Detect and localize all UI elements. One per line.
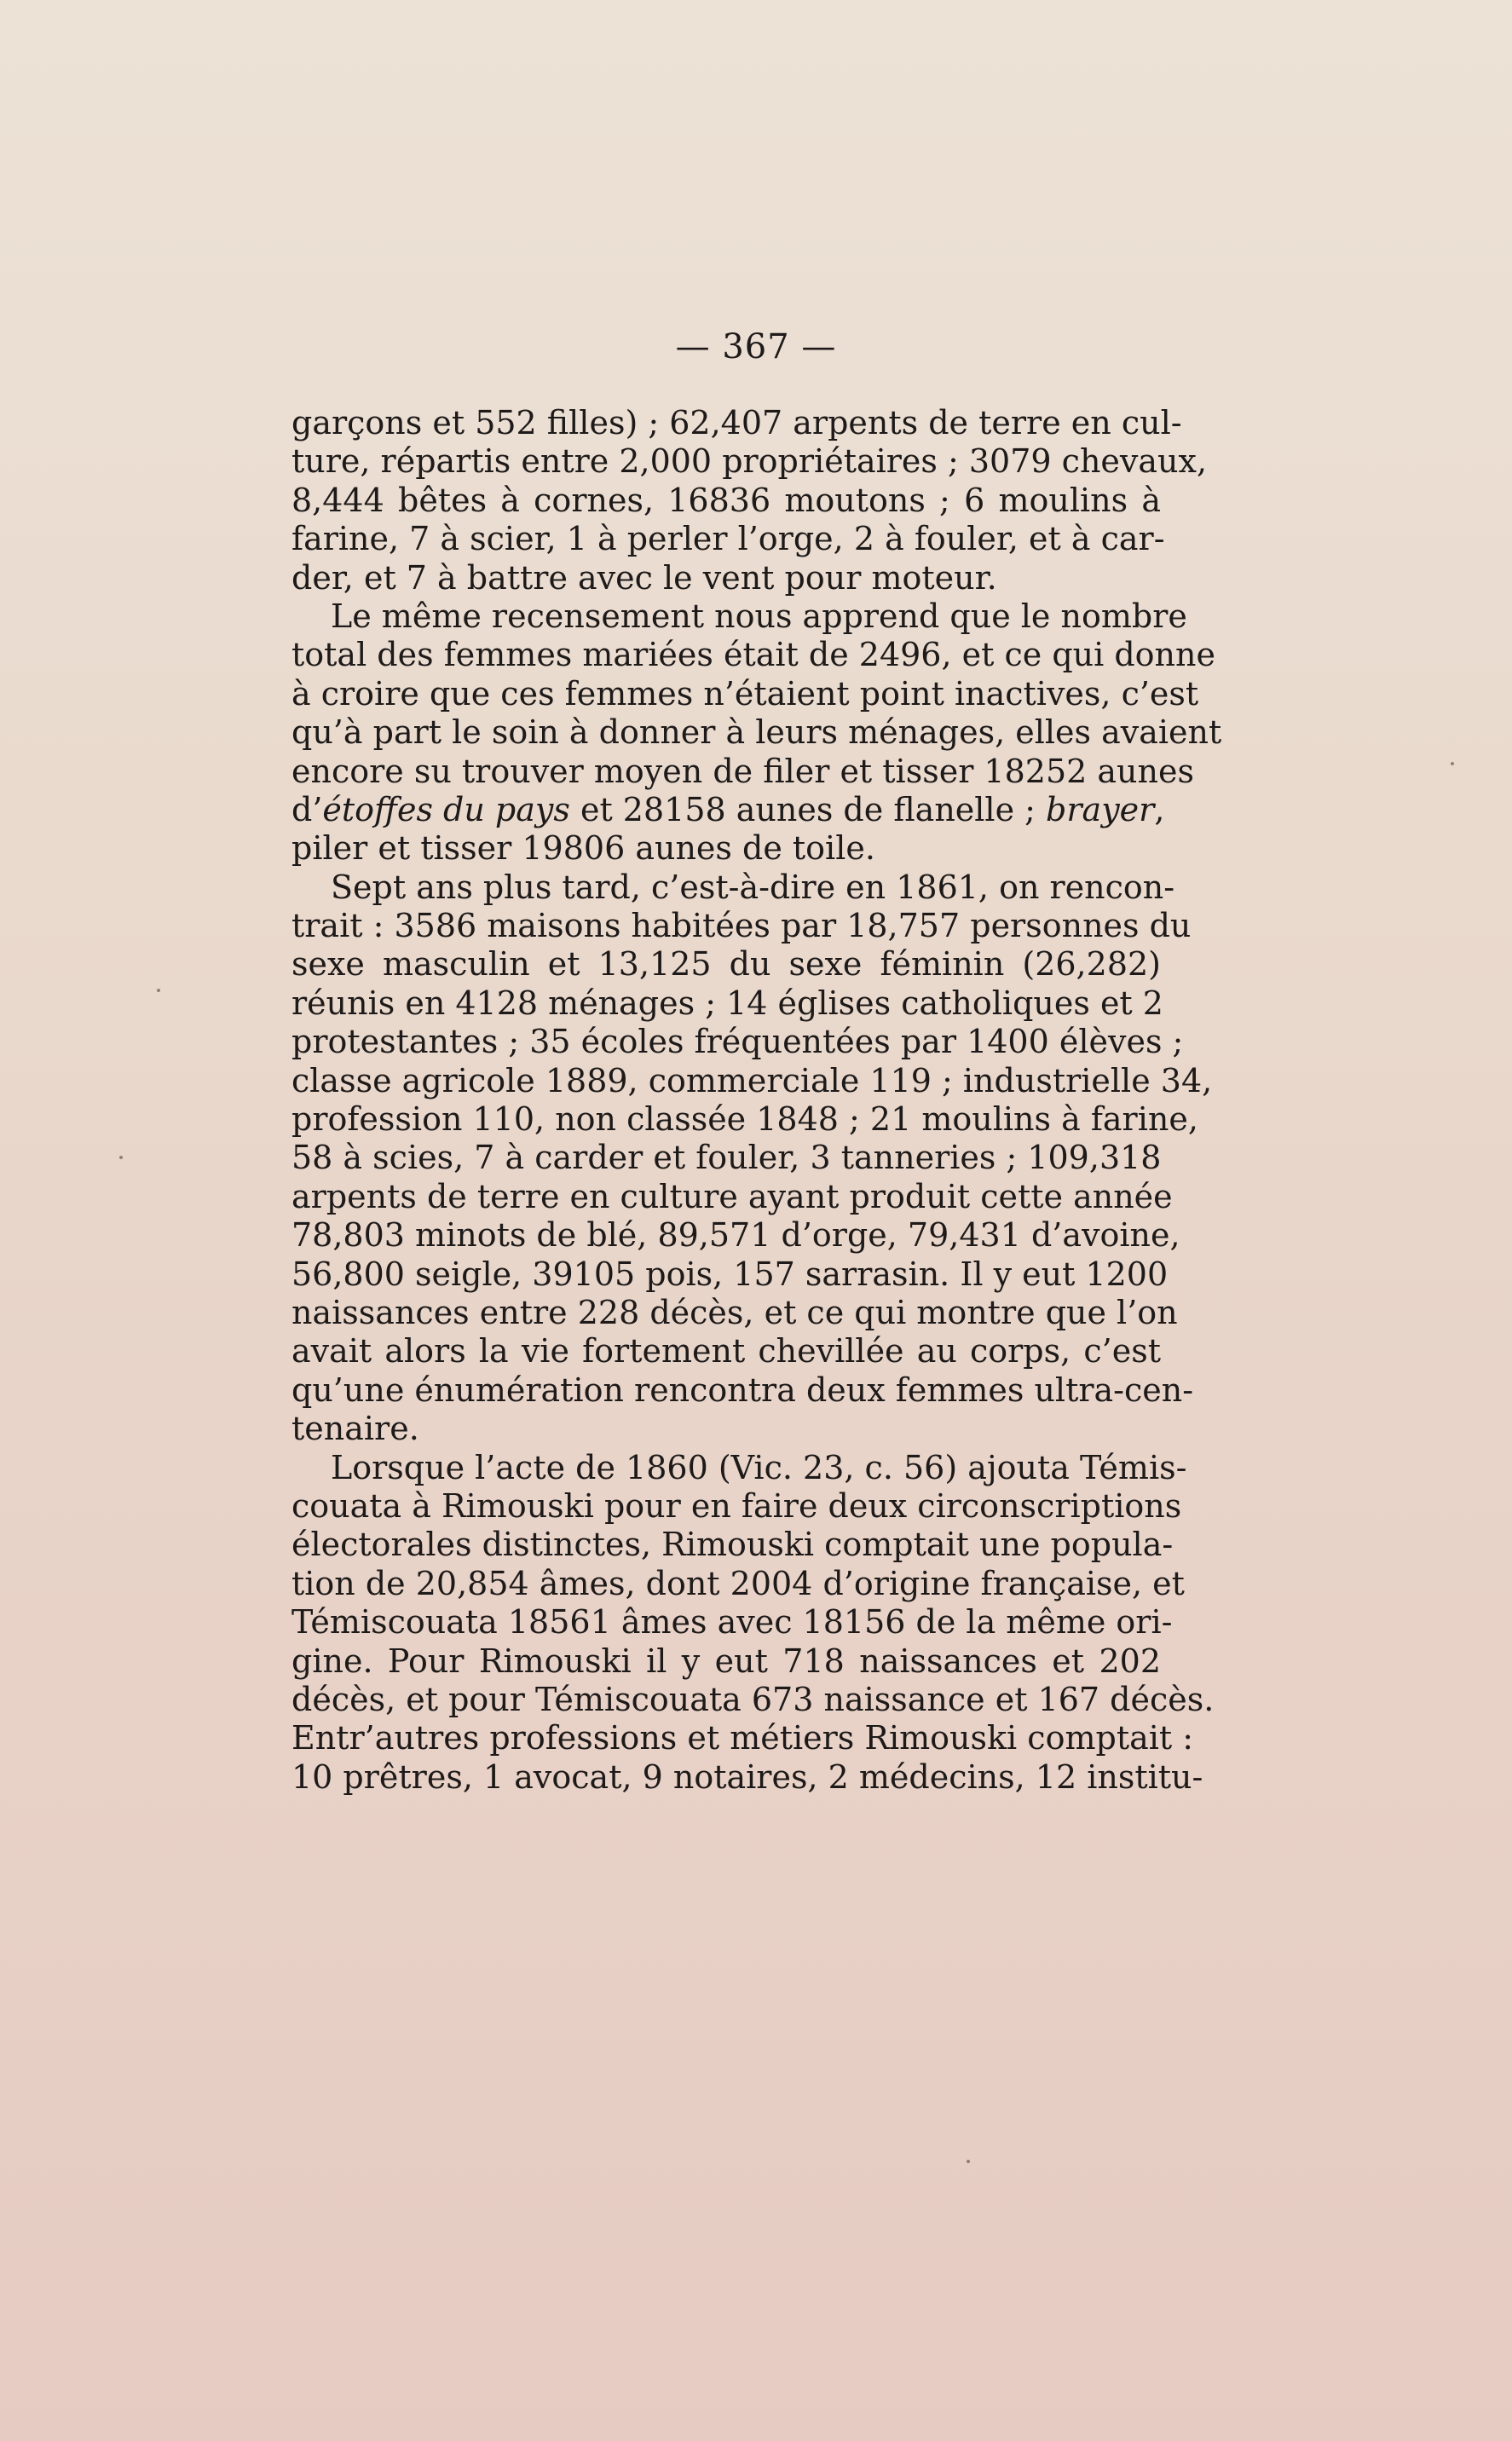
text-line-mixed: [291, 790, 1165, 829]
text-line: 10 prêtres, 1 avocat, 9 notaires, 2 médecins, 12 institu-: [291, 1757, 1203, 1796]
text-line: naissances entre 228 décès, et ce qui montre que l’on: [291, 1293, 1178, 1331]
text-line: Entr’autres professions et métiers Rimouski comptait :: [291, 1719, 1194, 1757]
text-line: farine, 7 à scier, 1 à perler l’orge, 2 à fouler, et à car-: [291, 520, 1165, 558]
text-line: trait : 3586 maisons habitées par 18,757 personnes du: [291, 907, 1192, 945]
text-line: tenaire.: [291, 1410, 419, 1448]
text-line: 78,803 minots de blé, 89,571 d’orge, 79,431 d’avoine,: [291, 1216, 1180, 1255]
paper-speck: [119, 1156, 123, 1159]
text-line: à croire que ces femmes n’étaient point inactives, c’est: [291, 674, 1199, 713]
text-line: électorales distinctes, Rimouski comptait une popula-: [291, 1526, 1174, 1564]
text-line: classe agricole 1889, commerciale 119 ; industrielle 34,: [291, 1061, 1213, 1099]
text-line: sexe masculin et 13,125 du sexe féminin (26,282): [291, 945, 1161, 984]
page-number: — 367 —: [675, 327, 837, 366]
text-line: Le même recensement nous apprend que le nombre: [331, 597, 1187, 635]
text-line: protestantes ; 35 écoles fréquentées par 1400 élèves ;: [291, 1023, 1184, 1061]
text-line: réunis en 4128 ménages ; 14 églises catholiques et 2: [291, 984, 1163, 1022]
paper-speck: [1451, 762, 1454, 765]
text-line: arpents de terre en culture ayant produit cette année: [291, 1177, 1173, 1215]
text-line: 8,444 bêtes à cornes, 16836 moutons ; 6 moulins à: [291, 481, 1161, 519]
text-line: der, et 7 à battre avec le vent pour moteur.: [291, 558, 997, 597]
text-line: profession 110, non classée 1848 ; 21 moulins à farine,: [291, 1100, 1198, 1139]
text-line: Témiscouata 18561 âmes avec 18156 de la même ori-: [291, 1603, 1173, 1642]
text-line: qu’une énumération rencontra deux femmes ultra-cen-: [291, 1371, 1194, 1409]
text-line: 58 à scies, 7 à carder et fouler, 3 tanneries ; 109,318: [291, 1139, 1162, 1177]
italic-word: brayer: [1046, 790, 1155, 828]
text-fragment: et 28158 aunes de flanelle ;: [569, 790, 1047, 828]
text-line: décès, et pour Témiscouata 673 naissance et 167 décès.: [291, 1680, 1215, 1718]
text-line: avait alors la vie fortement chevillée au corps, c’est: [291, 1332, 1161, 1371]
text-line: ture, répartis entre 2,000 propriétaires ; 3079 chevaux,: [291, 442, 1208, 481]
text-line: gine. Pour Rimouski il y eut 718 naissances et 202: [291, 1642, 1161, 1680]
text-fragment: d’: [291, 790, 323, 828]
italic-phrase: étoffes du pays: [322, 790, 570, 828]
text-fragment: ,: [1154, 790, 1165, 828]
text-line: qu’à part le soin à donner à leurs ménages, elles avaient: [291, 713, 1222, 752]
text-line: encore su trouver moyen de filer et tisser 18252 aunes: [291, 752, 1194, 790]
text-line: total des femmes mariées était de 2496, et ce qui donne: [291, 636, 1215, 674]
text-line: Sept ans plus tard, c’est-à-dire en 1861, on rencon-: [331, 868, 1175, 906]
text-line: couata à Rimouski pour en faire deux circonscriptions: [291, 1486, 1182, 1525]
text-line: piler et tisser 19806 aunes de toile.: [291, 829, 875, 868]
text-line: Lorsque l’acte de 1860 (Vic. 23, c. 56) ajouta Témis-: [331, 1448, 1187, 1486]
text-line: tion de 20,854 âmes, dont 2004 d’origine française, et: [291, 1564, 1185, 1602]
paper-speck: [157, 989, 160, 992]
paper-speck: [967, 2160, 970, 2163]
text-line: 56,800 seigle, 39105 pois, 157 sarrasin. Il y eut 1200: [291, 1255, 1169, 1293]
text-line: garçons et 552 filles) ; 62,407 arpents de terre en cul-: [291, 404, 1182, 441]
body-text: [291, 404, 1222, 1797]
